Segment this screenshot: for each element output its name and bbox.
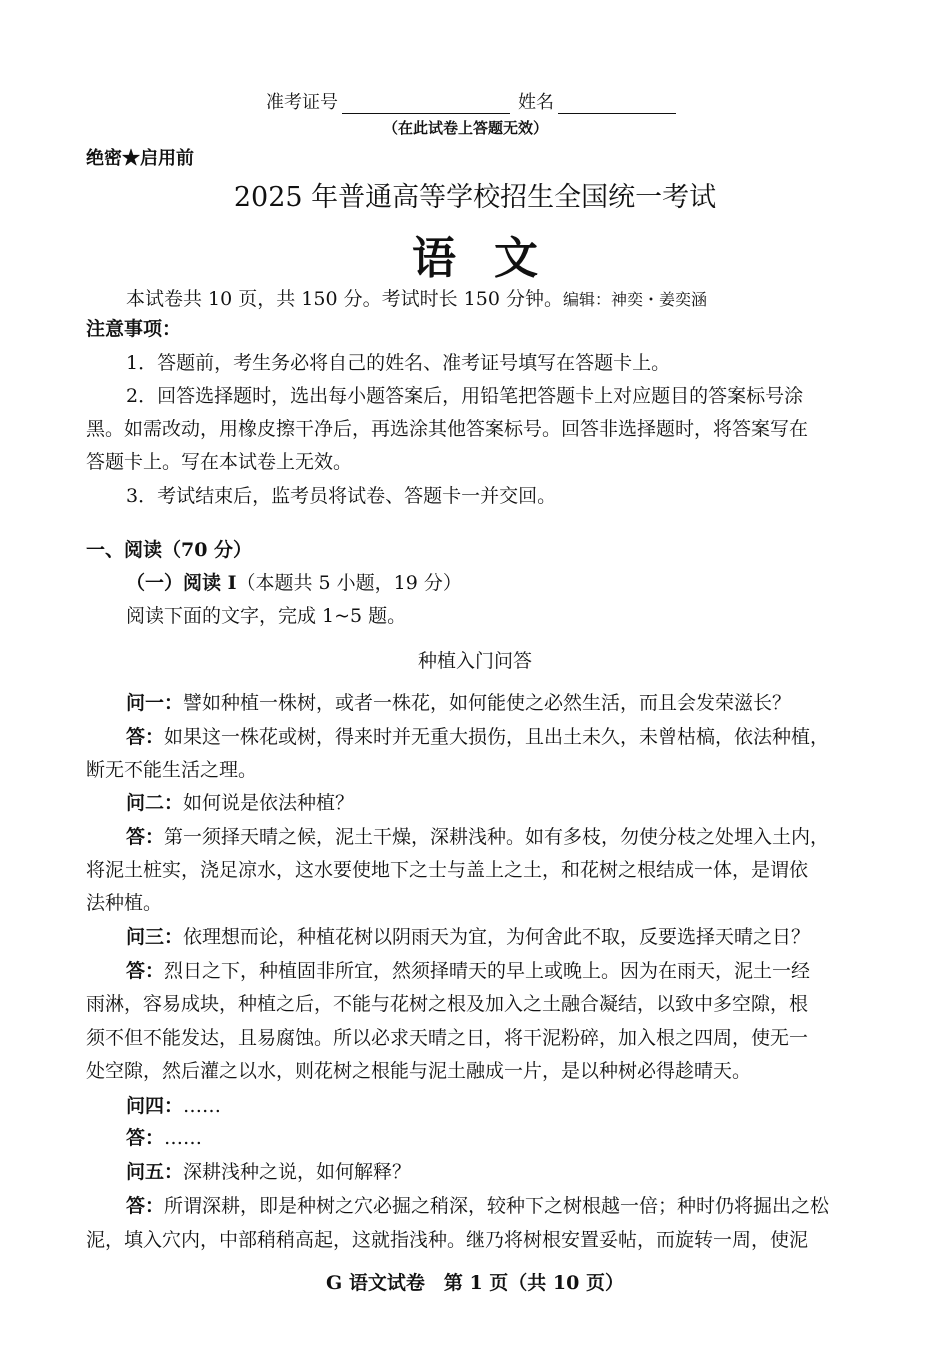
question-label: 问二： xyxy=(126,792,184,814)
answer-label: 答： xyxy=(126,1195,165,1217)
answer-text: 第一须择天晴之候，泥土干燥，深耕浅种。如有多枝，勿使分枝之处埋入土内， xyxy=(164,826,830,848)
subsection-heading xyxy=(126,572,866,594)
answer-text: 如果这一株花或树，得来时并无重大损伤，且出土未久，未曾枯槁，依法种植， xyxy=(164,726,830,748)
notice-item-2-cont: 黑。如需改动，用橡皮擦干净后，再选涂其他答案标号。回答非选择题时，将答案写在 xyxy=(86,418,809,440)
answer-label: 答： xyxy=(126,826,165,848)
answer-2-cont: 法种植。 xyxy=(86,892,163,914)
answer-text: …… xyxy=(164,1127,203,1149)
question-text: 深耕浅种之说，如何解释？ xyxy=(183,1161,412,1183)
candidate-number-blank xyxy=(342,95,510,114)
notice-item-2: 2．回答选择题时，选出每小题答案后，用铅笔把答题卡上对应题目的答案标号涂 xyxy=(126,385,804,407)
answer-3 xyxy=(126,960,866,982)
candidate-info-row xyxy=(266,88,684,114)
question-label: 问一： xyxy=(126,692,184,714)
notice-item-1: 1．答题前，考生务必将自己的姓名、准考证号填写在答题卡上。 xyxy=(126,352,671,374)
question-label: 问四： xyxy=(126,1095,184,1117)
question-2 xyxy=(126,792,866,814)
notice-item-3: 3．考试结束后，监考员将试卷、答题卡一并交回。 xyxy=(126,485,557,507)
answer-3-cont: 雨淋，容易成块，种植之后，不能与花树之根及加入之土融合凝结，以致中多空隙，根 xyxy=(86,993,809,1015)
answer-2-cont: 将泥土桩实，浇足凉水，这水要使地下之士与盖上之土，和花树之根结成一体，是谓依 xyxy=(86,859,809,881)
answer-3-cont: 须不但不能发达，且易腐蚀。所以必求天晴之日，将干泥粉碎，加入根之四周，使无一 xyxy=(86,1027,809,1049)
answer-label: 答： xyxy=(126,1127,165,1149)
answer-5-cont: 泥，填入穴内，中部稍稍高起，这就指浅种。继乃将树根安置妥帖，而旋转一周，使泥 xyxy=(86,1229,809,1251)
answer-text: 所谓深耕，即是种树之穴必掘之稍深，较种下之树根越一倍；种时仍将掘出之松 xyxy=(164,1195,830,1217)
question-text: 譬如种植一株树，或者一株花，如何能使之必然生活，而且会发荣滋长？ xyxy=(183,692,792,714)
exam-title: 2025 年普通高等学校招生全国统一考试 xyxy=(233,182,717,213)
answer-2 xyxy=(126,826,866,848)
subsection-label: （一）阅读 I xyxy=(126,572,237,594)
answer-1 xyxy=(126,726,866,748)
answer-label: 答： xyxy=(126,726,165,748)
article-title: 种植入门问答 xyxy=(417,650,532,672)
subsection-detail: （本题共 5 小题，19 分） xyxy=(236,572,462,594)
question-1 xyxy=(126,692,866,714)
notice-item-2-cont: 答题卡上。写在本试卷上无效。 xyxy=(86,451,353,473)
section-heading: 一、阅读（70 分） xyxy=(86,539,253,561)
name-label: 姓名 xyxy=(518,92,554,113)
section-instruction: 阅读下面的文字，完成 1~5 题。 xyxy=(126,605,407,627)
question-label: 问五： xyxy=(126,1161,184,1183)
question-text: …… xyxy=(183,1095,222,1117)
question-3 xyxy=(126,926,866,948)
question-text: 如何说是依法种植？ xyxy=(183,792,355,814)
secret-mark: 绝密★启用前 xyxy=(86,148,194,169)
answer-3-cont: 处空隙，然后灌之以水，则花树之根能与泥土融成一片，是以种树必得趁晴天。 xyxy=(86,1060,752,1082)
exam-info-line xyxy=(126,284,707,311)
invalid-answer-note: （在此试卷上答题无效） xyxy=(383,119,549,137)
question-4 xyxy=(126,1095,866,1117)
editor-credit: 编辑：神奕・姜奕涵 xyxy=(562,290,707,309)
question-5 xyxy=(126,1161,866,1183)
notice-heading: 注意事项： xyxy=(86,318,182,340)
answer-text: 烈日之下，种植固非所宜，然须择晴天的早上或晚上。因为在雨天，泥土一经 xyxy=(164,960,811,982)
question-text: 依理想而论，种植花树以阴雨天为宜，为何舍此不取，反要选择天晴之日？ xyxy=(183,926,811,948)
name-blank xyxy=(558,95,676,114)
candidate-number-label: 准考证号 xyxy=(266,92,338,113)
answer-1-cont: 断无不能生活之理。 xyxy=(86,759,258,781)
page-footer: G 语文试卷 第 1 页（共 10 页） xyxy=(326,1272,624,1294)
answer-label: 答： xyxy=(126,960,165,982)
answer-5 xyxy=(126,1195,866,1217)
question-label: 问三： xyxy=(126,926,184,948)
subject-title: 语文 xyxy=(412,233,576,284)
exam-info: 本试卷共 10 页，共 150 分。考试时长 150 分钟。 xyxy=(126,288,563,310)
answer-4 xyxy=(126,1127,866,1149)
